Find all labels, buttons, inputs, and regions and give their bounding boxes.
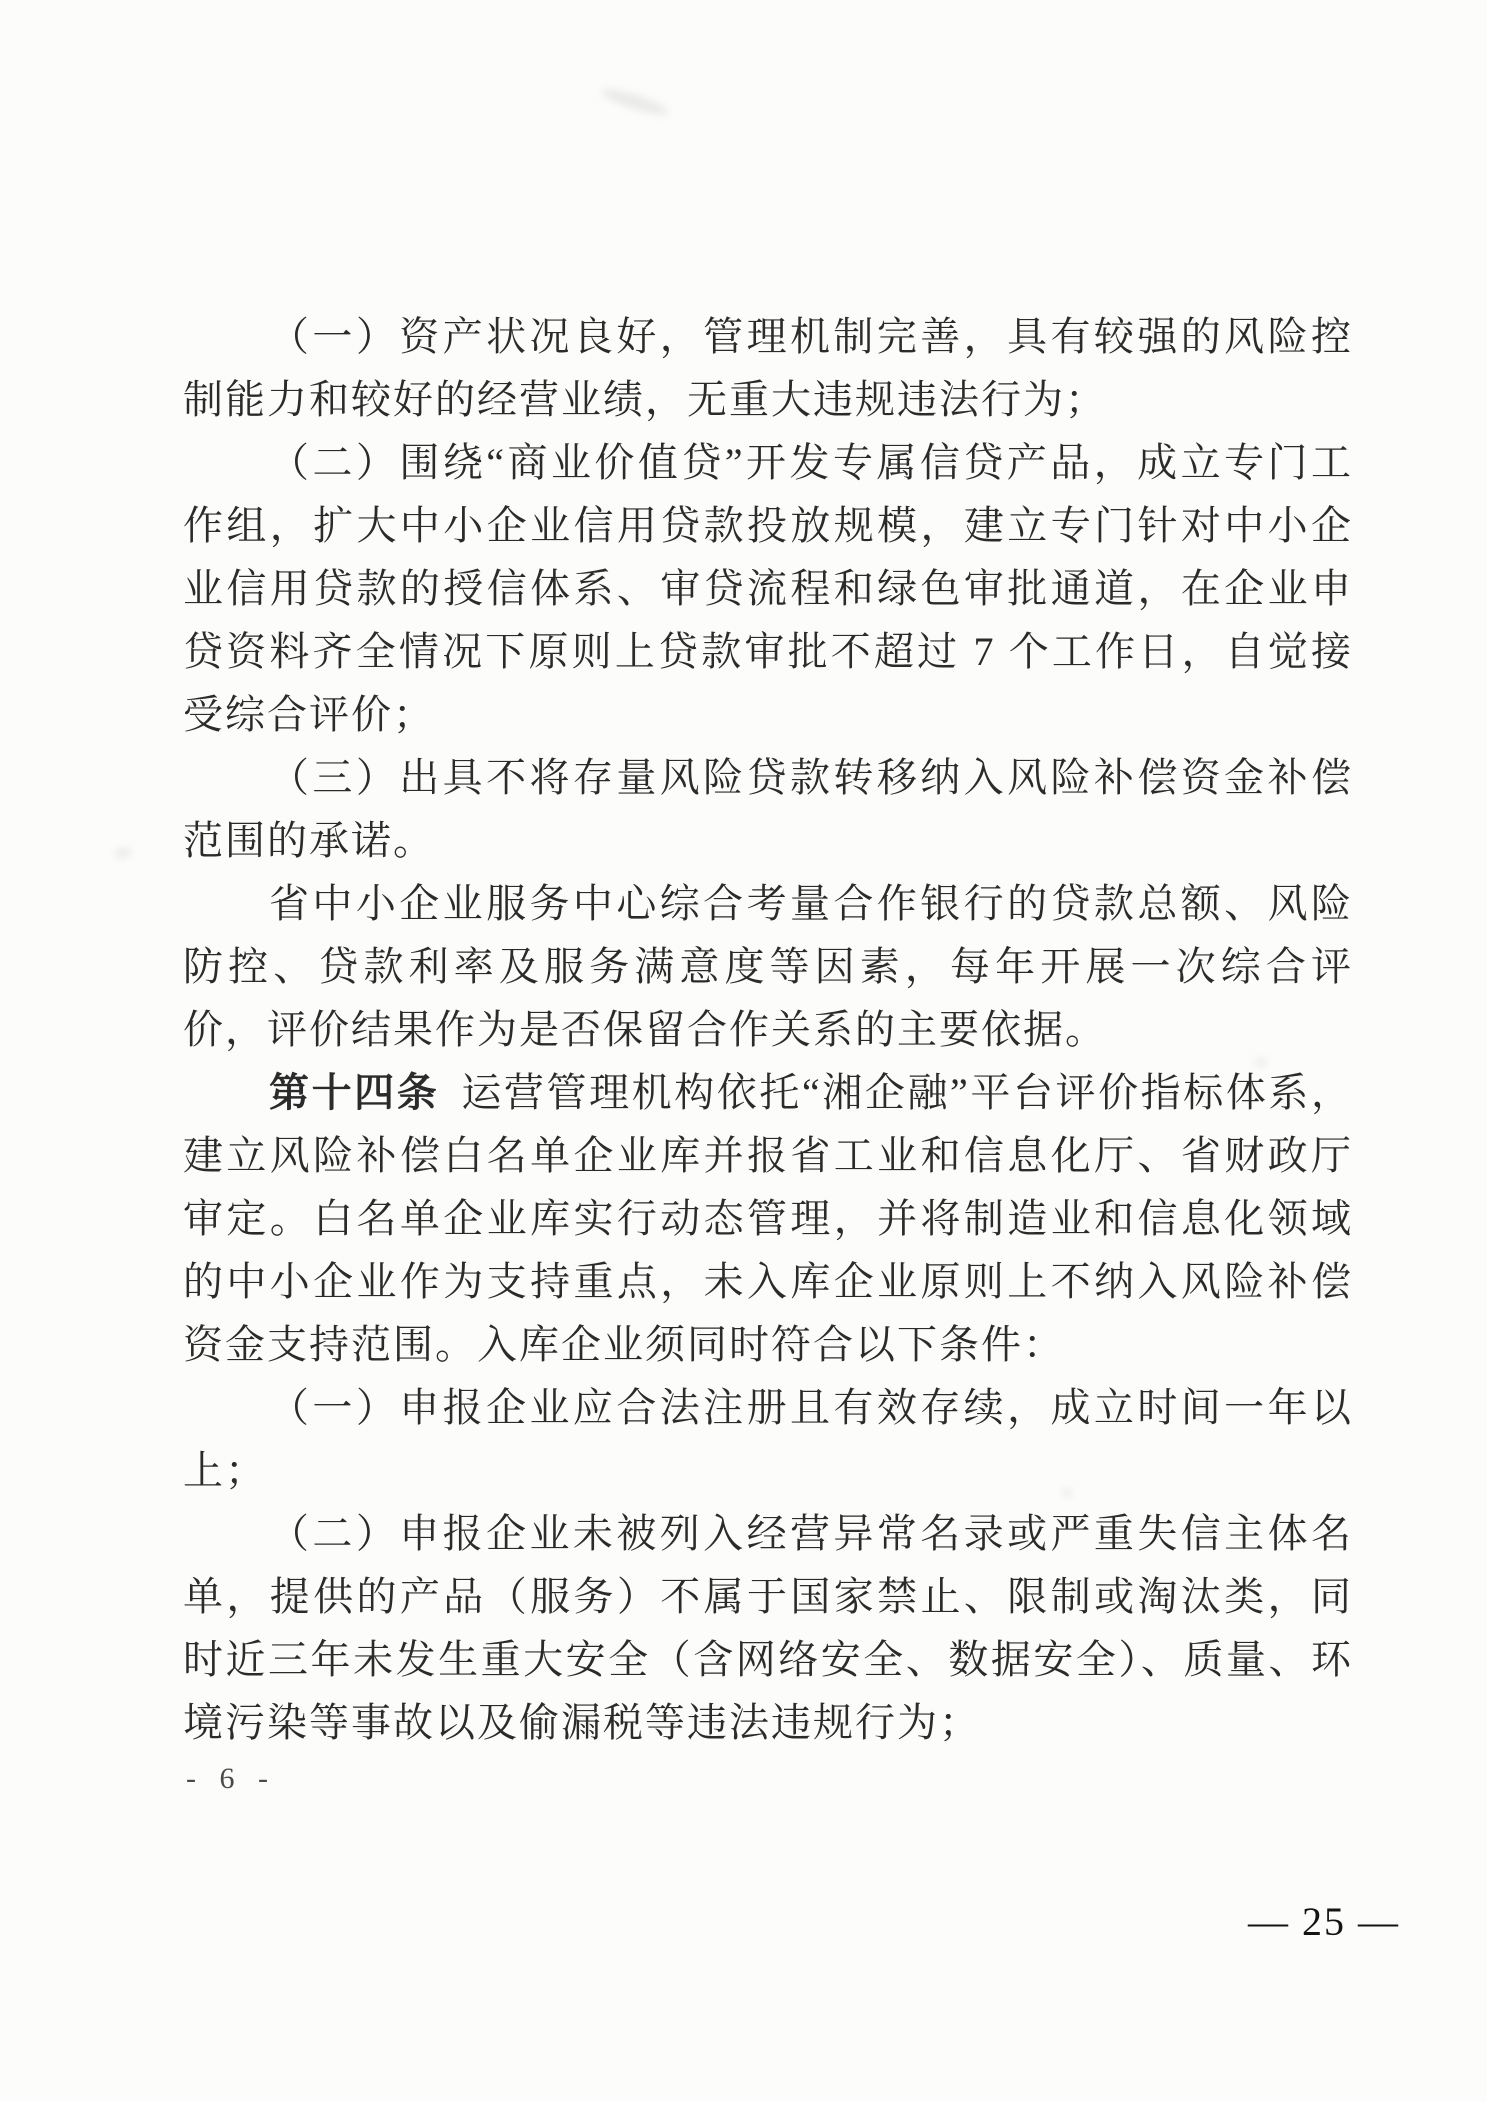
paragraph-item-5	[183, 1061, 1353, 1376]
scan-artifact	[114, 846, 132, 861]
paragraph-item-4	[183, 872, 1353, 1061]
paragraph-text: （一）申报企业应合法注册且有效存续，成立时间一年以上；	[183, 1385, 1353, 1493]
paragraph-item-1	[183, 305, 1353, 431]
paragraph-text: （二）围绕“商业价值贷”开发专属信贷产品，成立专门工作组，扩大中小企业信用贷款投放规模，建立专门针对中小企业信用贷款的授信体系、审贷流程和绿色审批通道，在企业申贷资料齐全情况下原则上贷款审批不超过 7 个工作日，自觉接受综合评价；	[183, 440, 1353, 737]
scan-artifact	[600, 85, 671, 120]
paragraph-item-3	[183, 746, 1353, 872]
paragraph-text: （一）资产状况良好，管理机制完善，具有较强的风险控制能力和较好的经营业绩，无重大违规违法行为；	[183, 314, 1353, 422]
document-body	[183, 305, 1353, 1754]
paragraph-item-2	[183, 431, 1353, 746]
paragraph-text: （三）出具不将存量风险贷款转移纳入风险补偿资金补偿范围的承诺。	[183, 755, 1353, 863]
page-number-internal: - 6 -	[186, 1762, 276, 1795]
paragraph-item-6	[183, 1376, 1353, 1502]
page-number-global: — 25 —	[1248, 1899, 1400, 1944]
paragraph-text: 省中小企业服务中心综合考量合作银行的贷款总额、风险防控、贷款利率及服务满意度等因素，每年开展一次综合评价，评价结果作为是否保留合作关系的主要依据。	[183, 881, 1353, 1052]
article-14-heading: 第十四条	[269, 1070, 440, 1115]
paragraph-text: （二）申报企业未被列入经营异常名录或严重失信主体名单，提供的产品（服务）不属于国家禁止、限制或淘汰类，同时近三年未发生重大安全（含网络安全、数据安全）、质量、环境污染等事故以及偷漏税等违法违规行为；	[183, 1511, 1353, 1745]
paragraph-item-7	[183, 1502, 1353, 1754]
paragraph-text: 运营管理机构依托“湘企融”平台评价指标体系，建立风险补偿白名单企业库并报省工业和信息化厅、省财政厅审定。白名单企业库实行动态管理，并将制造业和信息化领域的中小企业作为支持重点，未入库企业原则上不纳入风险补偿资金支持范围。入库企业须同时符合以下条件：	[183, 1070, 1354, 1367]
